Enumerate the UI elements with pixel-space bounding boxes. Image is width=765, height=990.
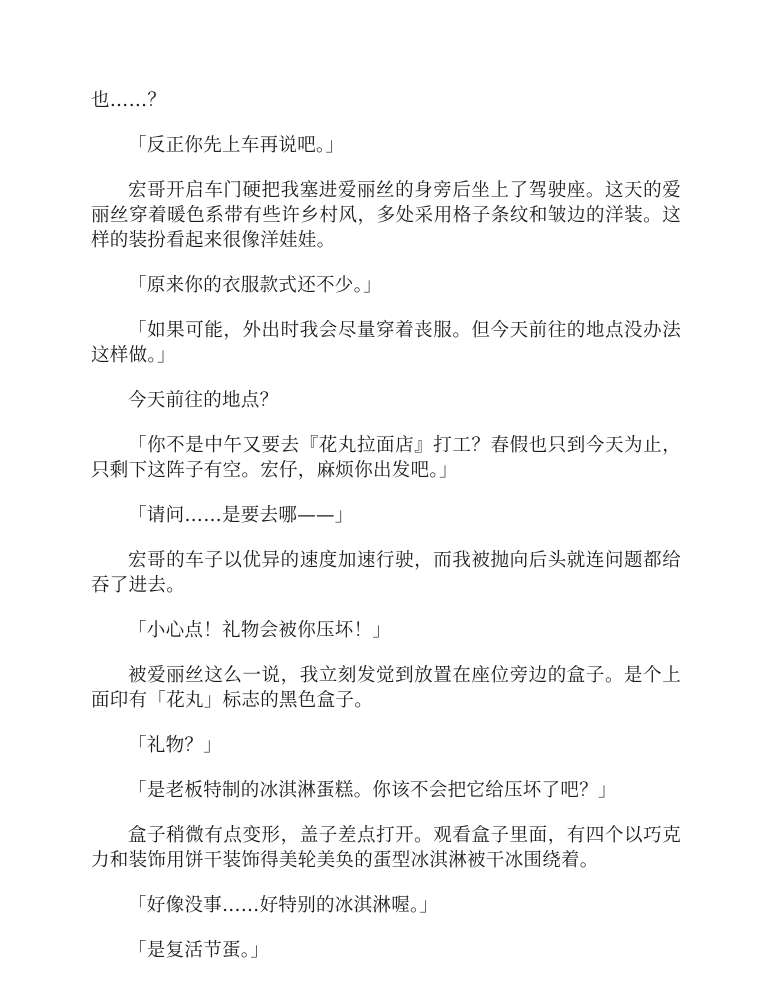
paragraph-15: 「好像没事……好特别的冰淇淋喔。」 xyxy=(128,895,439,916)
paragraph-5: 「如果可能，外出时我会尽量穿着丧服。但今天前往的地点没办法这样做。」 xyxy=(91,320,681,366)
paragraph-16: 「是复活节蛋。」 xyxy=(128,940,270,961)
paragraph-2: 「反正你先上车再说吧。」 xyxy=(128,135,345,156)
paragraph-1: 也……？ xyxy=(91,90,167,111)
paragraph-14: 盒子稍微有点变形，盖子差点打开。观看盒子里面，有四个以巧克力和装饰用饼干装饰得美轮美奂的蛋型冰淇淋被干冰围绕着。 xyxy=(91,825,681,871)
paragraph-13: 「是老板特制的冰淇淋蛋糕。你该不会把它给压坏了吧？」 xyxy=(128,780,617,801)
paragraph-11: 被爱丽丝这么一说，我立刻发觉到放置在座位旁边的盒子。是个上面印有「花丸」标志的黑色盒子。 xyxy=(91,665,681,711)
paragraph-4: 「原来你的衣服款式还不少。」 xyxy=(128,275,382,296)
paragraph-3: 宏哥开启车门硬把我塞进爱丽丝的身旁后坐上了驾驶座。这天的爱丽丝穿着暖色系带有些许乡村风，多处采用格子条纹和皱边的洋装。这样的装扮看起来很像洋娃娃。 xyxy=(91,180,681,251)
paragraph-8: 「请问……是要去哪——」 xyxy=(128,505,354,526)
paragraph-7: 「你不是中午又要去『花丸拉面店』打工？春假也只到今天为止，只剩下这阵子有空。宏仔，麻烦你出发吧。」 xyxy=(91,435,681,481)
body-text xyxy=(91,88,681,983)
paragraph-10: 「小心点！礼物会被你压坏！」 xyxy=(128,620,392,641)
paragraph-9: 宏哥的车子以优异的速度加速行驶，而我被抛向后头就连问题都给吞了进去。 xyxy=(91,550,681,596)
paragraph-12: 「礼物？」 xyxy=(128,735,223,756)
paragraph-6: 今天前往的地点？ xyxy=(128,390,279,411)
